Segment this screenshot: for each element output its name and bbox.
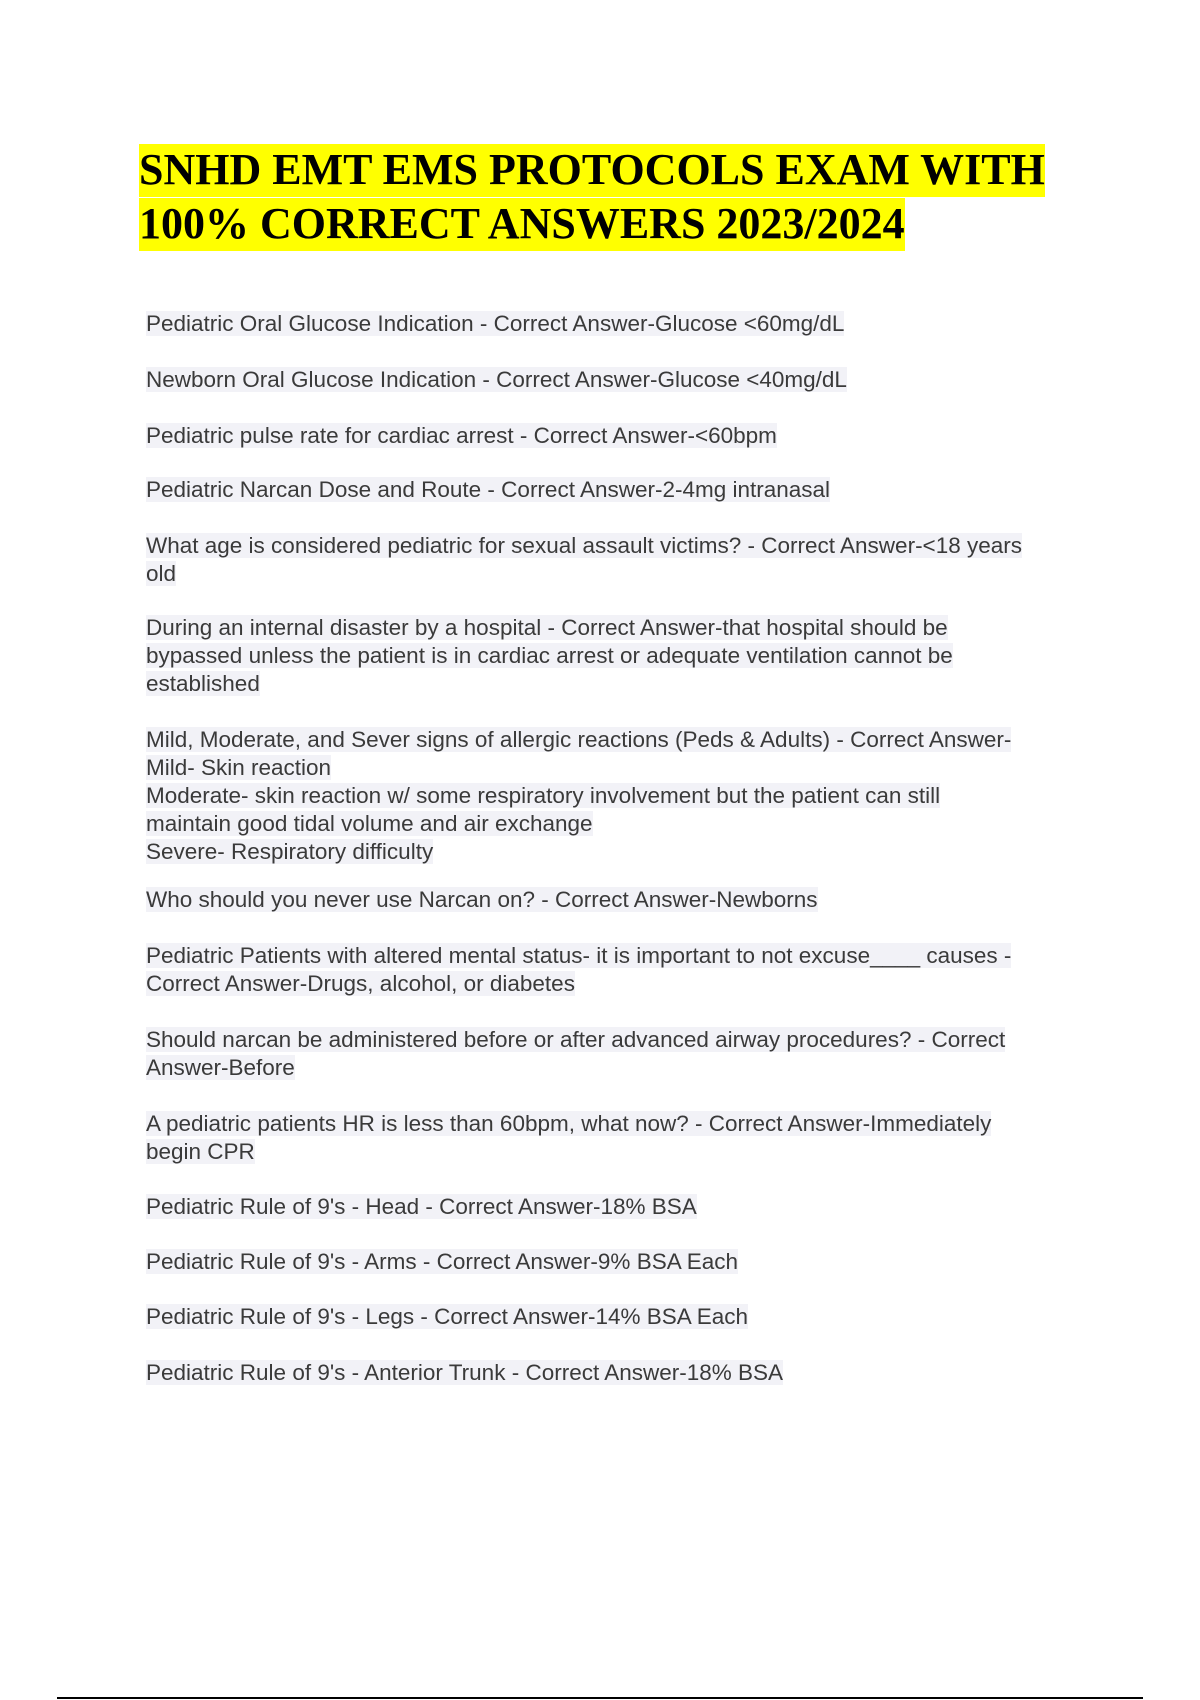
qa-line: [146, 754, 1106, 782]
qa-line: [146, 310, 1106, 338]
qa-line: [146, 670, 1106, 698]
qa-line-text: bypassed unless the patient is in cardiac arrest or adequate ventilation cannot be: [146, 643, 953, 668]
qa-line: [146, 838, 1106, 866]
qa-item: [146, 1193, 1106, 1221]
qa-item: [146, 476, 1106, 504]
title-line-2: 100% CORRECT ANSWERS 2023/2024: [139, 198, 905, 251]
qa-line: [146, 642, 1106, 670]
qa-item: [146, 1248, 1106, 1276]
qa-line: [146, 1138, 1106, 1166]
qa-item: [146, 726, 1106, 866]
qa-line: [146, 476, 1106, 504]
qa-line: [146, 1054, 1106, 1082]
qa-line-text: During an internal disaster by a hospital - Correct Answer-that hospital should be: [146, 615, 948, 640]
qa-item: [146, 532, 1106, 588]
qa-line: [146, 1193, 1106, 1221]
qa-line-text: Pediatric Rule of 9's - Anterior Trunk - Correct Answer-18% BSA: [146, 1360, 784, 1385]
qa-line: [146, 970, 1106, 998]
qa-line-text: Should narcan be administered before or after advanced airway procedures? - Correct: [146, 1027, 1006, 1052]
qa-line-text: Moderate- skin reaction w/ some respiratory involvement but the patient can still: [146, 783, 941, 808]
qa-item: [146, 422, 1106, 450]
title-line-1: SNHD EMT EMS PROTOCOLS EXAM WITH: [139, 144, 1045, 197]
qa-line-text: Pediatric pulse rate for cardiac arrest - Correct Answer-<60bpm: [146, 423, 777, 448]
qa-line-text: established: [146, 671, 260, 696]
qa-line-text: Severe- Respiratory difficulty: [146, 839, 434, 864]
qa-line-text: Pediatric Patients with altered mental status- it is important to not excuse____ causes -: [146, 943, 1012, 968]
qa-line: [146, 1303, 1106, 1331]
document-title: [139, 143, 1139, 251]
qa-line: [146, 810, 1106, 838]
qa-line-text: Pediatric Oral Glucose Indication - Correct Answer-Glucose <60mg/dL: [146, 311, 845, 336]
qa-line: [146, 614, 1106, 642]
qa-line-text: Pediatric Narcan Dose and Route - Correct Answer-2-4mg intranasal: [146, 477, 831, 502]
qa-line-text: What age is considered pediatric for sexual assault victims? - Correct Answer-<18 years: [146, 533, 1022, 558]
qa-item: [146, 366, 1106, 394]
qa-item: [146, 886, 1106, 914]
qa-line-text: Mild, Moderate, and Sever signs of allergic reactions (Peds & Adults) - Correct Answer-: [146, 727, 1012, 752]
qa-item: [146, 310, 1106, 338]
footer-rule: [57, 1697, 1143, 1699]
qa-line: [146, 1026, 1106, 1054]
qa-item: [146, 614, 1106, 698]
qa-line-text: old: [146, 561, 177, 586]
qa-line-text: begin CPR: [146, 1139, 255, 1164]
qa-line: [146, 1359, 1106, 1387]
qa-line: [146, 782, 1106, 810]
qa-line-text: Mild- Skin reaction: [146, 755, 332, 780]
qa-line: [146, 886, 1106, 914]
qa-item: [146, 1110, 1106, 1166]
qa-line-text: Answer-Before: [146, 1055, 295, 1080]
qa-line: [146, 942, 1106, 970]
qa-line-text: Pediatric Rule of 9's - Legs - Correct Answer-14% BSA Each: [146, 1304, 749, 1329]
qa-line-text: Who should you never use Narcan on? - Correct Answer-Newborns: [146, 887, 818, 912]
qa-line: [146, 532, 1106, 560]
qa-line: [146, 422, 1106, 450]
qa-line-text: Correct Answer-Drugs, alcohol, or diabetes: [146, 971, 575, 996]
qa-line: [146, 560, 1106, 588]
qa-line-text: Pediatric Rule of 9's - Head - Correct Answer-18% BSA: [146, 1194, 697, 1219]
qa-item: [146, 1303, 1106, 1331]
qa-line: [146, 366, 1106, 394]
qa-line: [146, 1110, 1106, 1138]
qa-line-text: A pediatric patients HR is less than 60bpm, what now? - Correct Answer-Immediately: [146, 1111, 992, 1136]
qa-line-text: Pediatric Rule of 9's - Arms - Correct Answer-9% BSA Each: [146, 1249, 739, 1274]
qa-line: [146, 726, 1106, 754]
qa-item: [146, 942, 1106, 998]
qa-item: [146, 1359, 1106, 1387]
qa-item: [146, 1026, 1106, 1082]
qa-line: [146, 1248, 1106, 1276]
qa-line-text: maintain good tidal volume and air exchange: [146, 811, 593, 836]
qa-line-text: Newborn Oral Glucose Indication - Correct Answer-Glucose <40mg/dL: [146, 367, 847, 392]
